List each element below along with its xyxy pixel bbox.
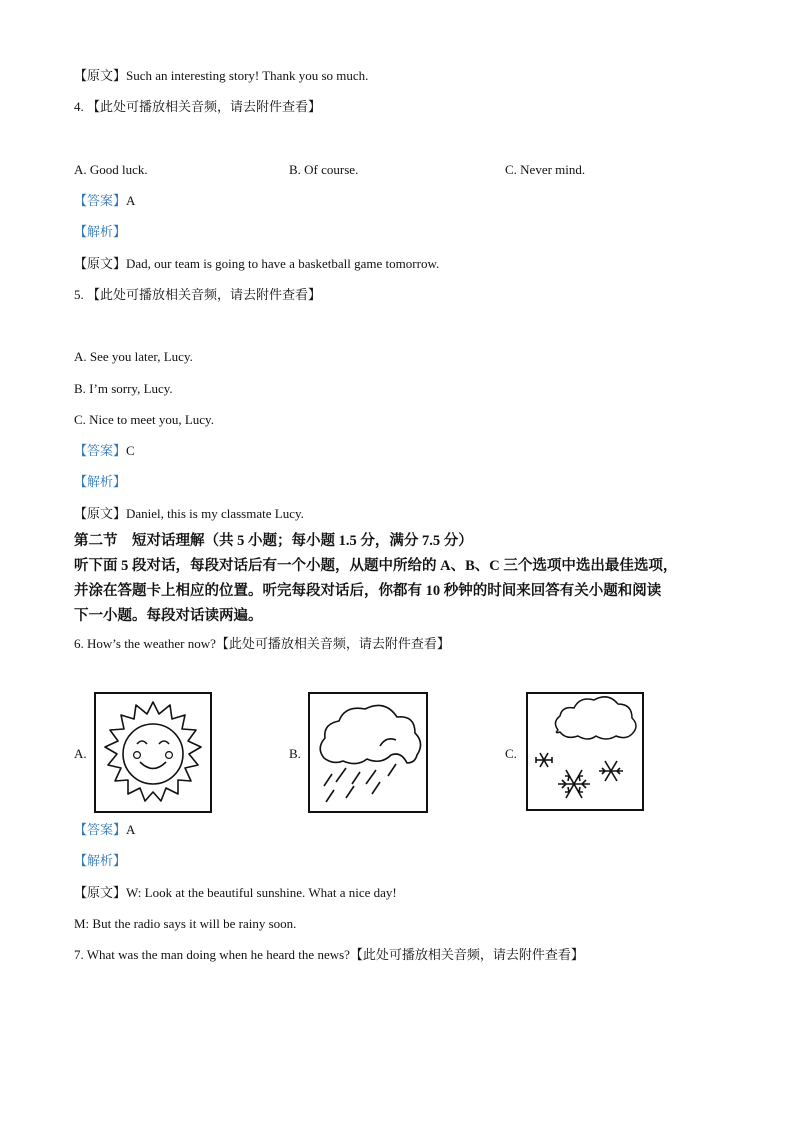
q6-original-text-1: 【原文】W: Look at the beautiful sunshine. What a nice day! bbox=[74, 885, 397, 900]
original-text-q3: 【原文】Such an interesting story! Thank you so much. bbox=[74, 68, 369, 83]
question-5[interactable]: 5. 【此处可播放相关音频，请去附件查看】 bbox=[74, 287, 322, 302]
q5-original-text: 【原文】Daniel, this is my classmate Lucy. bbox=[74, 506, 304, 521]
rain-cloud-icon bbox=[310, 694, 426, 811]
q5-analysis-tag: 【解析】 bbox=[74, 474, 127, 489]
snowflake-icon bbox=[536, 753, 623, 798]
q4-answer bbox=[74, 193, 135, 209]
question-4[interactable]: 4. 【此处可播放相关音频，请去附件查看】 bbox=[74, 99, 322, 114]
q5-option-a[interactable]: A. See you later, Lucy. bbox=[74, 349, 193, 364]
q6-option-b-rain-picture[interactable] bbox=[308, 692, 428, 813]
q4-option-a[interactable]: A. Good luck. bbox=[74, 162, 148, 177]
q4-option-b[interactable]: B. Of course. bbox=[289, 162, 359, 177]
snow-cloud-icon bbox=[528, 694, 642, 809]
sun-icon bbox=[96, 694, 210, 811]
instructions-line-2: 并涂在答题卡上相应的位置。听完每段对话后，你都有 10 秒钟的时间来回答有关小题和阅读 bbox=[74, 583, 662, 599]
answer-value: C bbox=[126, 443, 135, 458]
instructions-line-1: 听下面 5 段对话，每段对话后有一个小题，从题中所给的 A、B、C 三个选项中选出最佳选项， bbox=[74, 558, 678, 574]
answer-value: A bbox=[126, 822, 136, 837]
answer-tag: 【答案】 bbox=[74, 822, 127, 837]
answer-value: A bbox=[126, 193, 136, 208]
instructions-line-3: 下一小题。每段对话读两遍。 bbox=[74, 608, 263, 624]
answer-tag: 【答案】 bbox=[74, 443, 127, 458]
q6-original-text-2: M: But the radio says it will be rainy soon. bbox=[74, 916, 297, 931]
answer-tag: 【答案】 bbox=[74, 193, 127, 208]
question-6[interactable]: 6. How’s the weather now?【此处可播放相关音频，请去附件查看】 bbox=[74, 636, 450, 651]
q6-label-a: A. bbox=[74, 746, 87, 761]
q6-label-b: B. bbox=[289, 746, 301, 761]
q4-original-text: 【原文】Dad, our team is going to have a basketball game tomorrow. bbox=[74, 256, 440, 271]
q6-option-a-sun-picture[interactable] bbox=[94, 692, 212, 813]
q6-option-c-snow-picture[interactable] bbox=[526, 692, 644, 811]
q5-option-c[interactable]: C. Nice to meet you, Lucy. bbox=[74, 412, 214, 427]
q4-analysis-tag: 【解析】 bbox=[74, 224, 127, 239]
q4-option-c[interactable]: C. Never mind. bbox=[505, 162, 586, 177]
q5-option-b[interactable]: B. I’m sorry, Lucy. bbox=[74, 381, 173, 396]
q5-answer bbox=[74, 443, 135, 459]
q6-analysis-tag: 【解析】 bbox=[74, 853, 127, 868]
q6-label-c: C. bbox=[505, 746, 517, 761]
q6-answer bbox=[74, 822, 135, 838]
question-7[interactable]: 7. What was the man doing when he heard the news?【此处可播放相关音频，请去附件查看】 bbox=[74, 947, 584, 962]
section-title: 第二节 短对话理解（共 5 小题；每小题 1.5 分，满分 7.5 分） bbox=[74, 533, 473, 549]
